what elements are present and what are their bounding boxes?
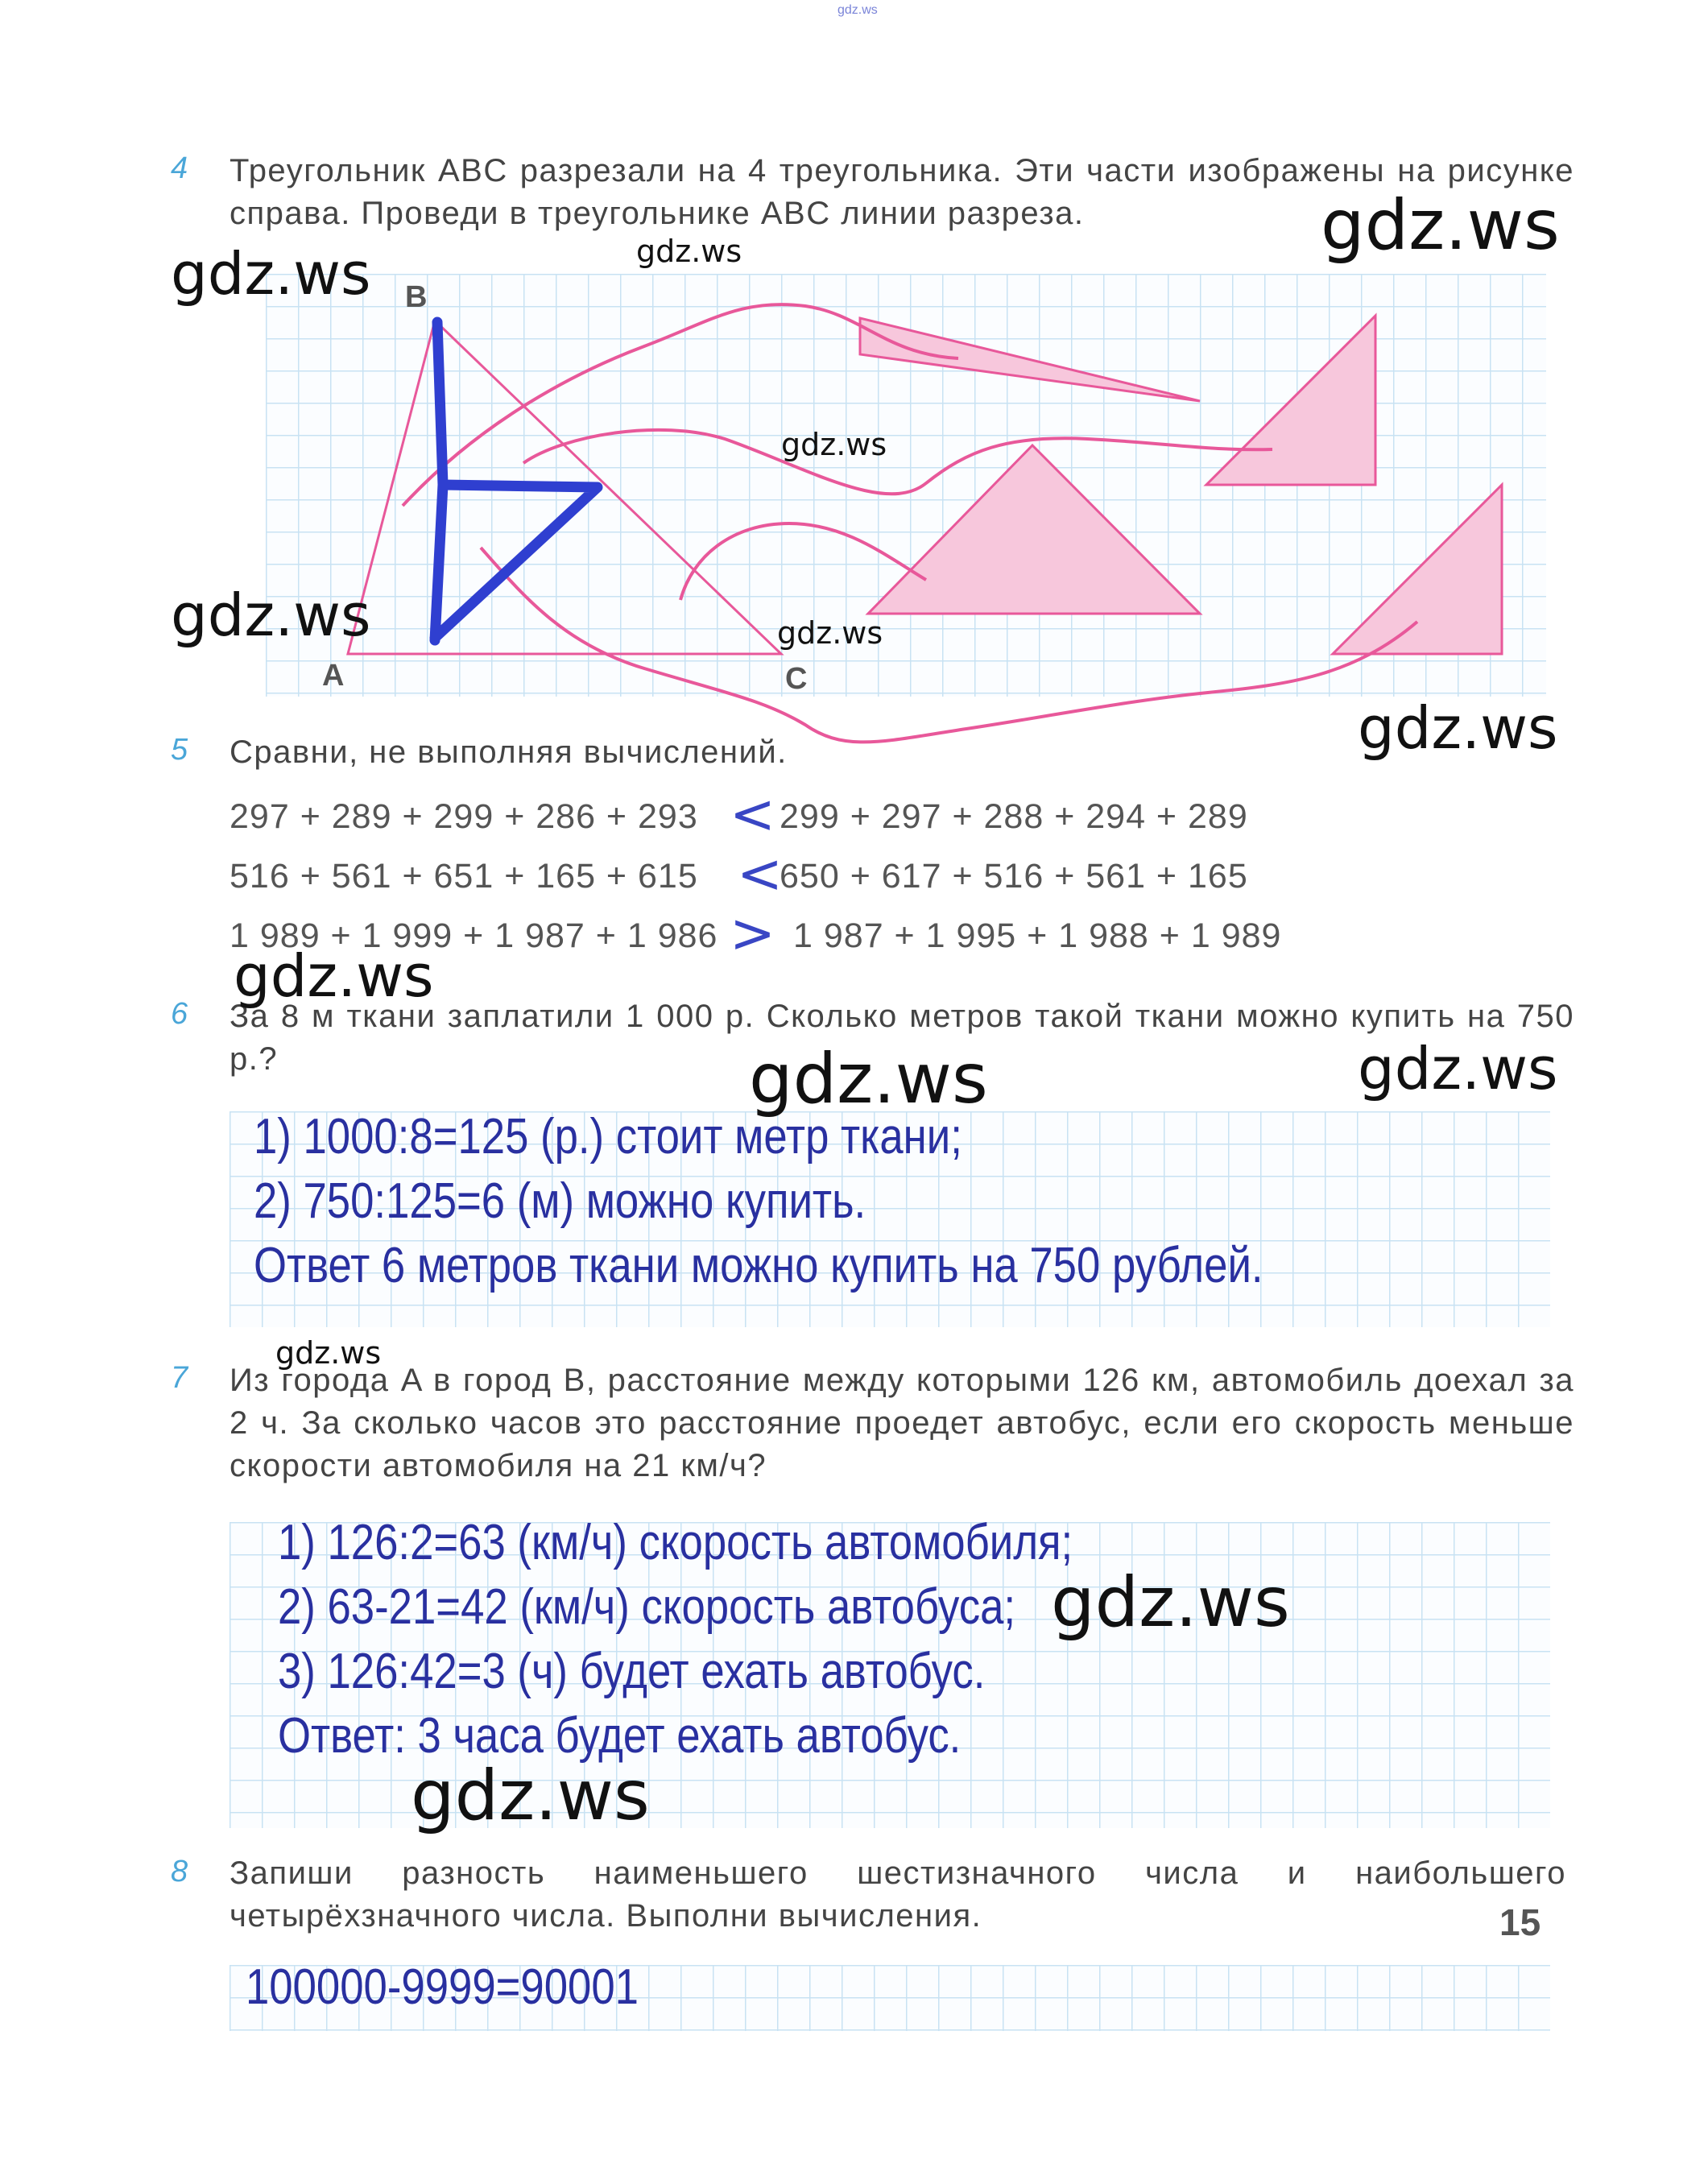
cut-lines bbox=[435, 322, 598, 640]
piece-2 bbox=[1206, 316, 1375, 485]
vertex-c-label: C bbox=[785, 662, 808, 696]
compare-row-2-right: 650 + 617 + 516 + 561 + 165 bbox=[780, 857, 1248, 896]
compare-row-1-right: 299 + 297 + 288 + 294 + 289 bbox=[780, 797, 1248, 836]
compare-row-2-left: 516 + 561 + 651 + 165 + 615 bbox=[230, 857, 698, 896]
task-4-text: Треугольник ABC разрезали на 4 треугольника. Эти части изображены на рисунке справа. Проведи в треугольнике ABC линии разреза. bbox=[230, 153, 1574, 231]
task-5-number: 5 bbox=[171, 733, 188, 767]
watermark: gdz.ws bbox=[1051, 1562, 1290, 1643]
piece-1 bbox=[860, 318, 1200, 401]
task-7-number: 7 bbox=[171, 1361, 188, 1395]
vertex-b-label: B bbox=[405, 280, 428, 314]
task-6-number: 6 bbox=[171, 997, 188, 1031]
connector-1 bbox=[403, 304, 958, 506]
compare-row-2-sign: < bbox=[737, 842, 783, 906]
connector-2 bbox=[523, 430, 1272, 494]
piece-4 bbox=[1333, 485, 1502, 654]
task-7-solution-2: 2) 63-21=42 (км/ч) скорость автобуса; bbox=[278, 1579, 1016, 1635]
watermark: gdz.ws bbox=[1358, 694, 1558, 762]
task-8-number: 8 bbox=[171, 1855, 188, 1888]
task-7-solution-3: 3) 126:42=3 (ч) будет ехать автобус. bbox=[278, 1644, 986, 1699]
watermark: gdz.ws bbox=[749, 1039, 988, 1119]
watermark: gdz.ws bbox=[777, 615, 883, 651]
connector-3 bbox=[680, 523, 926, 600]
watermark: gdz.ws bbox=[411, 1756, 650, 1836]
watermark: gdz.ws bbox=[1321, 185, 1560, 266]
watermark: gdz.ws bbox=[234, 942, 434, 1010]
watermark: gdz.ws bbox=[781, 427, 887, 462]
task-6-text: За 8 м ткани заплатили 1 000 р. Сколько метров такой ткани можно купить на 750 р.? bbox=[230, 999, 1574, 1077]
piece-3 bbox=[868, 445, 1200, 614]
task-7-text: Из города A в город B, расстояние между которыми 126 км, автомобиль доехал за 2 ч. За сколько часов это расстояние проедет автобус, если его скорость меньше скорости автомобиля на 21 км/ч? bbox=[230, 1363, 1574, 1483]
task-7-answer: Ответ: 3 часа будет ехать автобус. bbox=[278, 1708, 962, 1764]
task-6-solution-1: 1) 1000:8=125 (р.) стоит метр ткани; bbox=[254, 1109, 962, 1164]
task-4-number: 4 bbox=[171, 151, 188, 185]
compare-row-3-right: 1 987 + 1 995 + 1 988 + 1 989 bbox=[793, 916, 1282, 955]
task-6-solution-2: 2) 750:125=6 (м) можно купить. bbox=[254, 1173, 866, 1229]
task-8-text: Запиши разность наименьшего шестизначного числа и наибольшего четырёхзначного числа. Выполни вычисления. bbox=[230, 1855, 1566, 1934]
task-8-solution: 100000-9999=90001 bbox=[246, 1959, 639, 2015]
page-number: 15 bbox=[1499, 1901, 1541, 1943]
compare-row-3-left: 1 989 + 1 999 + 1 987 + 1 986 bbox=[230, 916, 718, 955]
compare-row-3-sign: > bbox=[730, 902, 775, 966]
watermark: gdz.ws bbox=[275, 1335, 382, 1371]
task-5-text: Сравни, не выполняя вычислений. bbox=[230, 734, 788, 770]
watermark: gdz.ws bbox=[171, 581, 371, 649]
task-7-solution-1: 1) 126:2=63 (км/ч) скорость автомобиля; bbox=[278, 1515, 1073, 1570]
compare-row-1-sign: < bbox=[730, 783, 775, 846]
watermark: gdz.ws bbox=[1358, 1035, 1558, 1102]
compare-row-1-left: 297 + 289 + 299 + 286 + 293 bbox=[230, 797, 698, 836]
top-watermark: gdz.ws bbox=[837, 3, 878, 17]
task-6-answer: Ответ 6 метров ткани можно купить на 750 рублей. bbox=[254, 1238, 1263, 1293]
watermark: gdz.ws bbox=[636, 234, 742, 269]
watermark: gdz.ws bbox=[171, 240, 371, 308]
vertex-a-label: A bbox=[322, 659, 345, 693]
